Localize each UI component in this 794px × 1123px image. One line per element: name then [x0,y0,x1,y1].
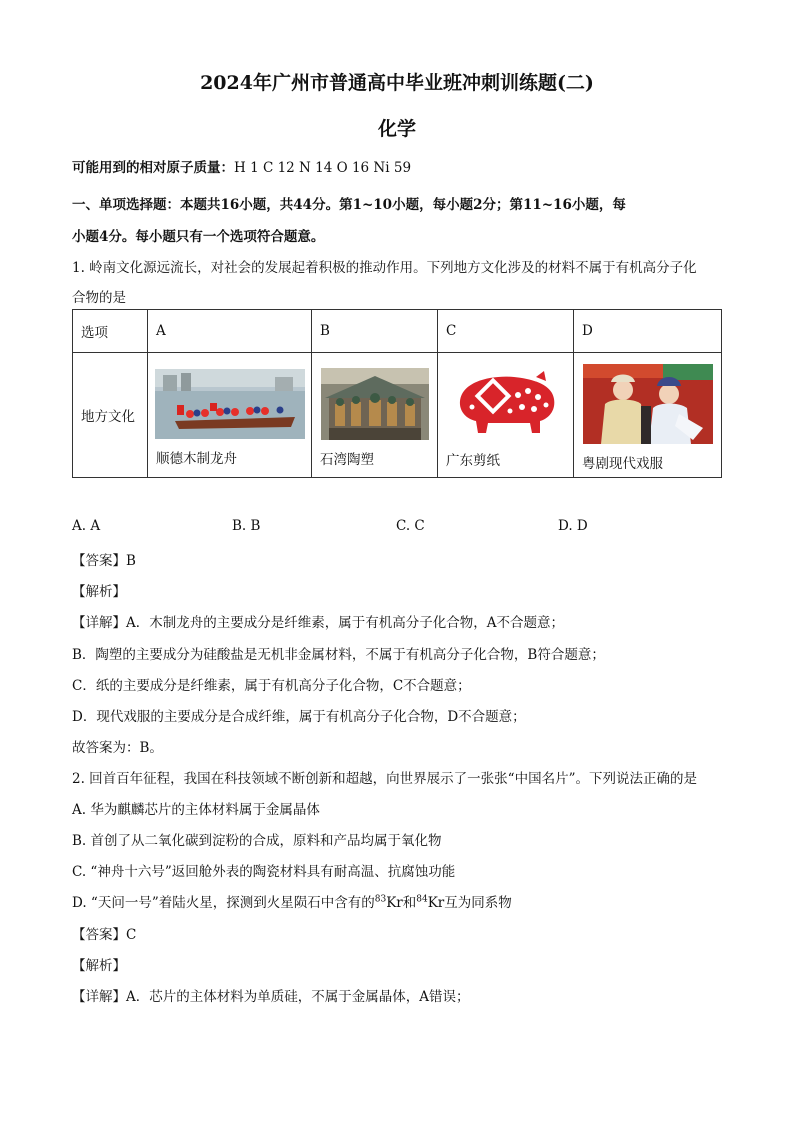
cell-c [438,353,574,478]
q1-stem-line1: 1. 岭南文化源远流长，对社会的发展起着积极的推动作用。下列地方文化涉及的材料不属于有机高分子化 [72,260,697,276]
kr84-text: Kr互为同系物 [427,895,512,911]
header-col-d: D [574,310,722,353]
q1-conclusion: 故答案为：B。 [72,740,163,756]
q1-choice-d[interactable]: D. D [558,518,588,534]
q1-answer: 【答案】B [72,553,136,569]
q1-detail-a: 【详解】A．木制龙舟的主要成分是纤维素，属于有机高分子化合物，A不合题意； [72,615,564,631]
q1-stem-line2: 合物的是 [72,290,126,306]
q1-choice-a[interactable]: A. A [72,518,101,534]
q1-options-table [72,309,722,478]
q1-detail-d: D．现代戏服的主要成分是合成纤维，属于有机高分子化合物，D不合题意； [72,709,526,725]
atomic-mass-values: H 1 C 12 N 14 O 16 Ni 59 [234,160,412,176]
q2-detail-a: 【详解】A．芯片的主体材料为单质硅，不属于金属晶体，A错误； [72,989,470,1005]
caption-a: 顺德木制龙舟 [156,451,237,467]
kr83-text: Kr和 [386,895,417,911]
atomic-mass-line [72,156,411,176]
cantonese-opera-photo [583,364,713,444]
row-label: 地方文化 [73,353,148,478]
kr83-mass-number: 83 [374,894,387,905]
exam-title: 2024年广州市普通高中毕业班冲刺训练题(二) [200,72,594,94]
q2-option-d-prefix: D. “天问一号”着陆火星，探测到火星陨石中含有的 [72,895,375,911]
section1-heading-line1: 一、单项选择题：本题共16小题，共44分。第1~10小题，每小题2分；第11~16小题，每 [72,197,626,213]
q1-analysis-label: 【解析】 [72,584,126,600]
caption-b: 石湾陶塑 [320,452,374,468]
atomic-mass-label: 可能用到的相对原子质量： [72,160,234,176]
header-label: 选项 [73,310,148,353]
header-col-c: C [438,310,574,353]
caption-c: 广东剪纸 [446,453,500,469]
table-header-row [73,310,722,353]
table-body-row [73,353,722,478]
q1-detail-c: C．纸的主要成分是纤维素，属于有机高分子化合物，C不合题意； [72,678,471,694]
q2-option-c: C. “神舟十六号”返回舱外表的陶瓷材料具有耐高温、抗腐蚀功能 [72,864,456,880]
q2-answer: 【答案】C [72,927,137,943]
section1-heading-line2: 小题4分。每小题只有一个选项符合题意。 [72,229,325,245]
q2-analysis-label: 【解析】 [72,958,126,974]
q2-option-d [72,891,512,911]
q2-option-a: A. 华为麒麟芯片的主体材料属于金属晶体 [72,802,320,818]
q1-detail-b: B．陶塑的主要成分为硅酸盐是无机非金属材料，不属于有机高分子化合物，B符合题意； [72,647,605,663]
pottery-sculpture-photo [321,368,429,440]
q2-option-b: B. 首创了从二氧化碳到淀粉的合成，原料和产品均属于氧化物 [72,833,442,849]
header-col-a: A [148,310,312,353]
header-col-b: B [312,310,438,353]
cell-d [574,353,722,478]
q1-choice-b[interactable]: B. B [232,518,261,534]
paper-cut-photo [452,367,560,441]
q1-choice-c[interactable]: C. C [396,518,425,534]
dragon-boat-photo [155,369,305,439]
q2-stem: 2. 回首百年征程，我国在科技领域不断创新和超越，向世界展示了一张张“中国名片”。下列说法正确的是 [72,771,697,787]
cell-b [312,353,438,478]
kr84-mass-number: 84 [416,894,428,905]
cell-a [148,353,312,478]
caption-d: 粤剧现代戏服 [582,456,663,472]
subject-title: 化学 [377,118,416,140]
